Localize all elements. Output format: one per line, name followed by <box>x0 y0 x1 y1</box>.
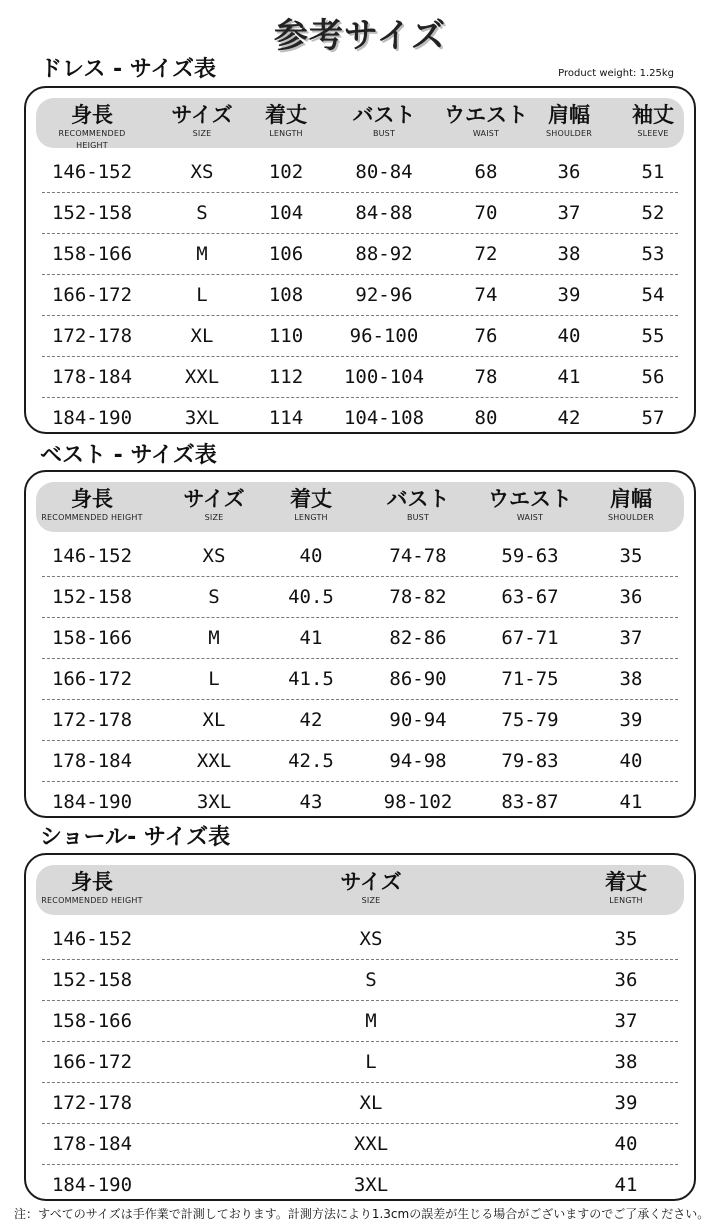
table-row <box>42 536 678 577</box>
table-cell: 83-87 <box>501 791 559 813</box>
table-cell: 52 <box>641 202 665 224</box>
table-cell: 3XL <box>353 1174 389 1196</box>
table-cell: 146-152 <box>51 545 133 567</box>
table-cell: 75-79 <box>501 709 559 731</box>
column-header-jp: サイズ <box>171 103 233 127</box>
column-header <box>556 865 696 907</box>
table-cell: 63-67 <box>501 586 559 608</box>
column-header-jp: 着丈 <box>290 487 332 511</box>
column-header-jp: 袖丈 <box>632 103 674 127</box>
table-cell: 42 <box>299 709 323 731</box>
column-header-jp: 身長 <box>71 870 113 894</box>
table-cell: 172-178 <box>51 709 133 731</box>
table-cell: XL <box>359 1092 383 1114</box>
column-header-en: BUST <box>406 513 430 522</box>
table-cell: 178-184 <box>51 366 133 388</box>
table-cell: 36 <box>619 586 643 608</box>
table-cell: 40 <box>299 545 323 567</box>
table-cell: 102 <box>268 161 304 183</box>
table-cell: 80-84 <box>355 161 413 183</box>
page-title: 参考サイズ <box>273 16 447 56</box>
table-cell: 166-172 <box>51 284 133 306</box>
table-header <box>36 98 684 148</box>
table-cell: 70 <box>474 202 498 224</box>
table-cell: XL <box>190 325 214 347</box>
column-header <box>37 482 147 524</box>
column-header-en: SHOULDER <box>607 513 655 522</box>
table-cell: XXL <box>196 750 232 772</box>
column-header-en: LENGTH <box>294 513 328 522</box>
table-row <box>42 659 678 700</box>
table-cell: 74-78 <box>389 545 447 567</box>
table-cell: XL <box>202 709 226 731</box>
column-header <box>42 98 142 152</box>
table-cell: 158-166 <box>51 243 133 265</box>
table-cell: 42 <box>557 407 581 429</box>
table-row <box>42 960 678 1001</box>
table-row <box>42 700 678 741</box>
column-header-jp: ウエスト <box>444 103 528 127</box>
column-header <box>301 865 441 907</box>
table-cell: 42.5 <box>288 750 334 772</box>
table-header <box>36 865 684 915</box>
table-cell: 41.5 <box>288 668 334 690</box>
table-row <box>42 741 678 782</box>
table-row <box>42 1124 678 1165</box>
column-header-jp: 身長 <box>71 487 113 511</box>
table-cell: 41 <box>299 627 323 649</box>
table-cell: 37 <box>614 1010 638 1032</box>
table-cell: 96-100 <box>349 325 419 347</box>
vest-size-table <box>24 470 696 818</box>
table-cell: XS <box>202 545 226 567</box>
table-cell: S <box>196 202 208 224</box>
column-header-jp: バスト <box>386 487 450 511</box>
table-cell: 55 <box>641 325 665 347</box>
table-cell: 166-172 <box>51 1051 133 1073</box>
column-header-en: RECOMMENDED HEIGHT <box>41 896 143 905</box>
table-cell: 184-190 <box>51 791 133 813</box>
table-row <box>42 316 678 357</box>
table-cell: 40.5 <box>288 586 334 608</box>
table-cell: 84-88 <box>355 202 413 224</box>
table-cell: 172-178 <box>51 325 133 347</box>
table-cell: 56 <box>641 366 665 388</box>
table-cell: M <box>208 627 220 649</box>
table-cell: 178-184 <box>51 750 133 772</box>
table-cell: L <box>208 668 220 690</box>
table-cell: 110 <box>268 325 304 347</box>
table-cell: 114 <box>268 407 304 429</box>
table-cell: 35 <box>619 545 643 567</box>
table-cell: 158-166 <box>51 627 133 649</box>
table-cell: XS <box>359 928 383 950</box>
table-row <box>42 357 678 398</box>
table-cell: 41 <box>557 366 581 388</box>
table-cell: 90-94 <box>389 709 447 731</box>
table-row <box>42 398 678 439</box>
table-cell: 39 <box>557 284 581 306</box>
product-weight: Product weight: 1.25kg <box>558 68 674 79</box>
table-cell: 38 <box>557 243 581 265</box>
table-cell: 54 <box>641 284 665 306</box>
table-cell: 59-63 <box>501 545 559 567</box>
column-header-jp: バスト <box>352 103 416 127</box>
table-header <box>36 482 684 532</box>
column-header-jp: 着丈 <box>605 870 647 894</box>
column-header-jp: 着丈 <box>265 103 307 127</box>
column-header-en: RECOMMENDED HEIGHT <box>41 513 143 522</box>
table-cell: 51 <box>641 161 665 183</box>
table-row <box>42 275 678 316</box>
table-cell: 71-75 <box>501 668 559 690</box>
table-cell: S <box>208 586 220 608</box>
table-row <box>42 782 678 823</box>
table-cell: 152-158 <box>51 202 133 224</box>
column-header <box>576 482 686 524</box>
table-row <box>42 193 678 234</box>
table-cell: 104-108 <box>343 407 425 429</box>
column-header-en: SHOULDER <box>545 129 593 138</box>
column-header-jp: 肩幅 <box>548 103 590 127</box>
table-cell: 40 <box>557 325 581 347</box>
table-cell: 152-158 <box>51 969 133 991</box>
table-row <box>42 234 678 275</box>
table-cell: 166-172 <box>51 668 133 690</box>
column-header-en: SLEEVE <box>637 129 669 138</box>
table-cell: 152-158 <box>51 586 133 608</box>
table-cell: 3XL <box>196 791 232 813</box>
column-header <box>236 98 336 140</box>
column-header-en: LENGTH <box>269 129 303 138</box>
table-cell: XXL <box>184 366 220 388</box>
column-header <box>22 865 162 907</box>
table-cell: L <box>365 1051 377 1073</box>
table-cell: 37 <box>619 627 643 649</box>
table-cell: 67-71 <box>501 627 559 649</box>
column-header-en: LENGTH <box>609 896 643 905</box>
table-cell: 88-92 <box>355 243 413 265</box>
table-cell: 53 <box>641 243 665 265</box>
table-cell: 78-82 <box>389 586 447 608</box>
table-cell: 68 <box>474 161 498 183</box>
table-cell: 80 <box>474 407 498 429</box>
table-cell: 104 <box>268 202 304 224</box>
column-header <box>603 98 703 140</box>
column-header-en: WAIST <box>516 513 544 522</box>
column-header <box>475 482 585 524</box>
column-header-jp: 肩幅 <box>610 487 652 511</box>
table-cell: XS <box>190 161 214 183</box>
column-header <box>256 482 366 524</box>
shawl-size-table <box>24 853 696 1201</box>
column-header-jp: 身長 <box>71 103 113 127</box>
table-cell: 184-190 <box>51 1174 133 1196</box>
table-cell: 79-83 <box>501 750 559 772</box>
column-header-en: BUST <box>372 129 396 138</box>
table-row <box>42 1001 678 1042</box>
table-cell: 43 <box>299 791 323 813</box>
table-cell: 112 <box>268 366 304 388</box>
dress-section-title: ドレス - サイズ表 <box>40 57 217 82</box>
table-cell: 57 <box>641 407 665 429</box>
vest-section-title: ベスト - サイズ表 <box>40 443 217 468</box>
table-cell: 41 <box>619 791 643 813</box>
column-header-en: SIZE <box>192 129 212 138</box>
table-cell: 146-152 <box>51 161 133 183</box>
table-cell: 39 <box>619 709 643 731</box>
table-cell: 98-102 <box>383 791 453 813</box>
table-row <box>42 618 678 659</box>
column-header-jp: ウエスト <box>488 487 572 511</box>
table-cell: 40 <box>614 1133 638 1155</box>
table-cell: 41 <box>614 1174 638 1196</box>
table-cell: M <box>365 1010 377 1032</box>
table-cell: 158-166 <box>51 1010 133 1032</box>
table-cell: 76 <box>474 325 498 347</box>
column-header-jp: サイズ <box>183 487 245 511</box>
table-row <box>42 577 678 618</box>
table-cell: 86-90 <box>389 668 447 690</box>
table-cell: 40 <box>619 750 643 772</box>
table-cell: 100-104 <box>343 366 425 388</box>
table-cell: L <box>196 284 208 306</box>
table-cell: 92-96 <box>355 284 413 306</box>
table-cell: 3XL <box>184 407 220 429</box>
column-header <box>159 482 269 524</box>
table-cell: 184-190 <box>51 407 133 429</box>
table-cell: 37 <box>557 202 581 224</box>
column-header-en: WAIST <box>472 129 500 138</box>
table-cell: 36 <box>557 161 581 183</box>
column-header <box>363 482 473 524</box>
table-cell: 106 <box>268 243 304 265</box>
column-header <box>334 98 434 140</box>
dress-size-table <box>24 86 696 434</box>
column-header-jp: サイズ <box>340 870 402 894</box>
table-cell: XXL <box>353 1133 389 1155</box>
table-cell: S <box>365 969 377 991</box>
table-cell: 72 <box>474 243 498 265</box>
table-cell: M <box>196 243 208 265</box>
table-cell: 38 <box>614 1051 638 1073</box>
table-cell: 74 <box>474 284 498 306</box>
column-header-en: RECOMMENDED HEIGHT <box>58 129 126 150</box>
table-row <box>42 1165 678 1206</box>
table-row <box>42 919 678 960</box>
table-row <box>42 1083 678 1124</box>
column-header-en: SIZE <box>361 896 381 905</box>
shawl-section-title: ショール- サイズ表 <box>40 825 231 850</box>
table-cell: 38 <box>619 668 643 690</box>
table-cell: 39 <box>614 1092 638 1114</box>
table-cell: 146-152 <box>51 928 133 950</box>
table-cell: 94-98 <box>389 750 447 772</box>
table-cell: 36 <box>614 969 638 991</box>
table-row <box>42 1042 678 1083</box>
table-cell: 35 <box>614 928 638 950</box>
table-cell: 178-184 <box>51 1133 133 1155</box>
table-row <box>42 152 678 193</box>
table-cell: 172-178 <box>51 1092 133 1114</box>
table-cell: 82-86 <box>389 627 447 649</box>
table-cell: 78 <box>474 366 498 388</box>
measurement-footnote: 注：すべてのサイズは手作業で計測しております。計測方法により1.3cmの誤差が生じる場合がございますのでご了承ください。 <box>14 1207 710 1221</box>
table-cell: 108 <box>268 284 304 306</box>
column-header-en: SIZE <box>204 513 224 522</box>
